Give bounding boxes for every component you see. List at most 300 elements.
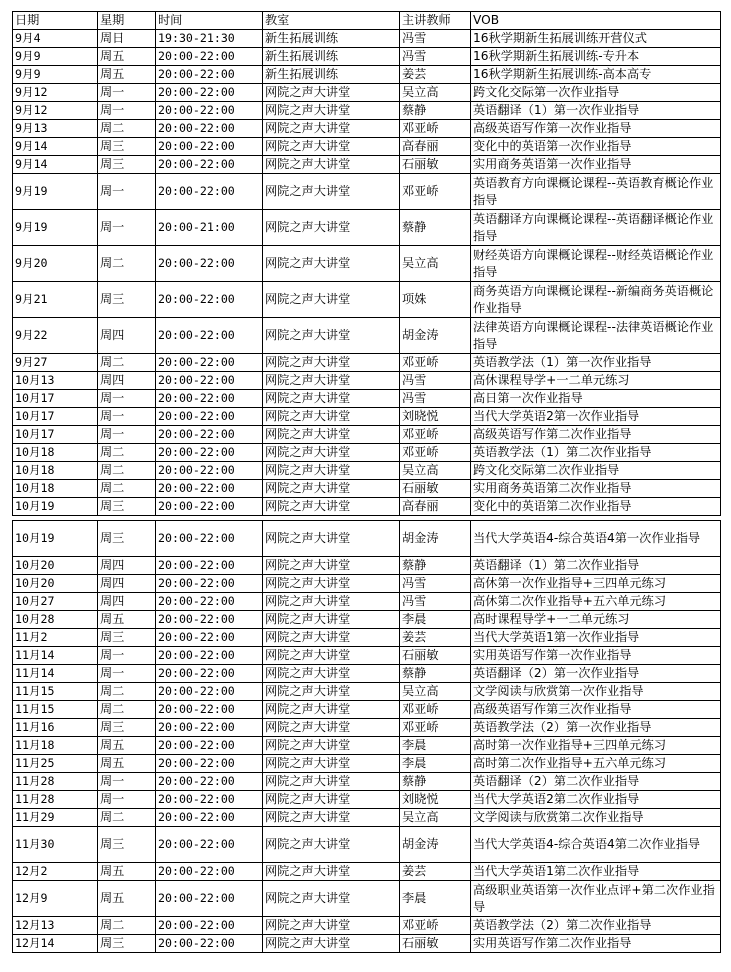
cell-time: 20:00-22:00 — [156, 120, 263, 138]
cell-vob: 实用英语写作第一次作业指导 — [471, 647, 721, 665]
cell-date: 10月27 — [13, 593, 98, 611]
cell-room: 网院之声大讲堂 — [263, 84, 400, 102]
cell-time: 20:00-22:00 — [156, 390, 263, 408]
cell-weekday: 周二 — [98, 120, 156, 138]
table-row — [13, 120, 721, 138]
cell-room: 网院之声大讲堂 — [263, 408, 400, 426]
cell-date: 11月25 — [13, 755, 98, 773]
cell-room: 网院之声大讲堂 — [263, 138, 400, 156]
cell-teacher: 冯雪 — [400, 372, 471, 390]
cell-vob: 高级英语写作第一次作业指导 — [471, 120, 721, 138]
cell-room: 网院之声大讲堂 — [263, 863, 400, 881]
cell-date: 11月29 — [13, 809, 98, 827]
cell-teacher: 李晨 — [400, 881, 471, 917]
table-row — [13, 30, 721, 48]
cell-weekday: 周一 — [98, 390, 156, 408]
cell-room: 网院之声大讲堂 — [263, 701, 400, 719]
cell-teacher: 邓亚峤 — [400, 426, 471, 444]
cell-date: 11月15 — [13, 683, 98, 701]
cell-vob: 高级英语写作第三次作业指导 — [471, 701, 721, 719]
cell-teacher: 石丽敏 — [400, 480, 471, 498]
cell-teacher: 石丽敏 — [400, 935, 471, 953]
cell-time: 20:00-22:00 — [156, 683, 263, 701]
cell-date: 9月12 — [13, 84, 98, 102]
cell-weekday: 周三 — [98, 138, 156, 156]
cell-vob: 法律英语方向课概论课程--法律英语概论作业指导 — [471, 318, 721, 354]
cell-weekday: 周二 — [98, 246, 156, 282]
cell-weekday: 周二 — [98, 480, 156, 498]
cell-vob: 文学阅读与欣赏第二次作业指导 — [471, 809, 721, 827]
header-row — [13, 12, 721, 30]
cell-date: 9月14 — [13, 138, 98, 156]
cell-vob: 财经英语方向课概论课程--财经英语概论作业指导 — [471, 246, 721, 282]
cell-teacher: 蔡静 — [400, 773, 471, 791]
cell-teacher: 吴立高 — [400, 84, 471, 102]
cell-date: 9月19 — [13, 210, 98, 246]
cell-room: 网院之声大讲堂 — [263, 791, 400, 809]
cell-teacher: 邓亚峤 — [400, 174, 471, 210]
cell-weekday: 周五 — [98, 755, 156, 773]
cell-date: 9月19 — [13, 174, 98, 210]
cell-date: 10月28 — [13, 611, 98, 629]
cell-room: 网院之声大讲堂 — [263, 629, 400, 647]
cell-time: 20:00-22:00 — [156, 611, 263, 629]
cell-vob: 英语教育方向课概论课程--英语教育概论作业指导 — [471, 174, 721, 210]
table-row — [13, 863, 721, 881]
schedule-table — [12, 11, 721, 953]
cell-vob: 当代大学英语2第一次作业指导 — [471, 408, 721, 426]
cell-teacher: 冯雪 — [400, 575, 471, 593]
cell-weekday: 周一 — [98, 665, 156, 683]
cell-vob: 当代大学英语4-综合英语4第二次作业指导 — [471, 827, 721, 863]
header-weekday: 星期 — [98, 12, 156, 30]
cell-teacher: 石丽敏 — [400, 156, 471, 174]
cell-room: 网院之声大讲堂 — [263, 719, 400, 737]
cell-weekday: 周日 — [98, 30, 156, 48]
cell-weekday: 周二 — [98, 701, 156, 719]
cell-vob: 16秋学期新生拓展训练-专升本 — [471, 48, 721, 66]
cell-vob: 高级职业英语第一次作业点评+第二次作业指导 — [471, 881, 721, 917]
cell-teacher: 刘晓悦 — [400, 408, 471, 426]
cell-weekday: 周五 — [98, 863, 156, 881]
cell-teacher: 胡金涛 — [400, 318, 471, 354]
cell-room: 新生拓展训练 — [263, 66, 400, 84]
cell-room: 网院之声大讲堂 — [263, 174, 400, 210]
table-row — [13, 102, 721, 120]
cell-time: 20:00-22:00 — [156, 156, 263, 174]
table-row — [13, 498, 721, 516]
cell-room: 网院之声大讲堂 — [263, 462, 400, 480]
cell-vob: 英语翻译（2）第二次作业指导 — [471, 773, 721, 791]
cell-teacher: 姜芸 — [400, 66, 471, 84]
cell-vob: 当代大学英语1第一次作业指导 — [471, 629, 721, 647]
table-row — [13, 935, 721, 953]
cell-teacher: 高春丽 — [400, 138, 471, 156]
cell-weekday: 周四 — [98, 318, 156, 354]
cell-teacher: 吴立高 — [400, 683, 471, 701]
table-row — [13, 372, 721, 390]
cell-teacher: 李晨 — [400, 737, 471, 755]
cell-time: 20:00-22:00 — [156, 84, 263, 102]
cell-time: 20:00-21:00 — [156, 210, 263, 246]
cell-room: 网院之声大讲堂 — [263, 521, 400, 557]
cell-weekday: 周二 — [98, 809, 156, 827]
table-row — [13, 318, 721, 354]
cell-date: 10月13 — [13, 372, 98, 390]
header-time: 时间 — [156, 12, 263, 30]
cell-weekday: 周五 — [98, 881, 156, 917]
cell-time: 20:00-22:00 — [156, 917, 263, 935]
cell-date: 11月16 — [13, 719, 98, 737]
cell-teacher: 高春丽 — [400, 498, 471, 516]
cell-weekday: 周一 — [98, 210, 156, 246]
cell-time: 20:00-22:00 — [156, 426, 263, 444]
cell-time: 20:00-22:00 — [156, 827, 263, 863]
table-row — [13, 773, 721, 791]
table-row — [13, 647, 721, 665]
cell-weekday: 周四 — [98, 372, 156, 390]
cell-weekday: 周一 — [98, 174, 156, 210]
cell-time: 20:00-22:00 — [156, 480, 263, 498]
cell-date: 9月9 — [13, 48, 98, 66]
table-row — [13, 665, 721, 683]
cell-date: 11月15 — [13, 701, 98, 719]
cell-weekday: 周五 — [98, 611, 156, 629]
cell-date: 10月18 — [13, 480, 98, 498]
cell-time: 20:00-22:00 — [156, 773, 263, 791]
cell-weekday: 周四 — [98, 593, 156, 611]
cell-date: 11月28 — [13, 773, 98, 791]
table-row — [13, 156, 721, 174]
table-row — [13, 701, 721, 719]
cell-teacher: 邓亚峤 — [400, 444, 471, 462]
cell-time: 20:00-22:00 — [156, 665, 263, 683]
cell-room: 网院之声大讲堂 — [263, 120, 400, 138]
cell-vob: 实用英语写作第二次作业指导 — [471, 935, 721, 953]
cell-weekday: 周一 — [98, 102, 156, 120]
cell-time: 20:00-22:00 — [156, 881, 263, 917]
cell-teacher: 冯雪 — [400, 48, 471, 66]
table-row — [13, 917, 721, 935]
cell-room: 网院之声大讲堂 — [263, 318, 400, 354]
table-row — [13, 881, 721, 917]
cell-weekday: 周一 — [98, 426, 156, 444]
cell-time: 20:00-22:00 — [156, 791, 263, 809]
cell-date: 9月12 — [13, 102, 98, 120]
cell-vob: 实用商务英语第一次作业指导 — [471, 156, 721, 174]
cell-teacher: 邓亚峤 — [400, 719, 471, 737]
table-row — [13, 444, 721, 462]
cell-vob: 当代大学英语4-综合英语4第一次作业指导 — [471, 521, 721, 557]
cell-weekday: 周三 — [98, 282, 156, 318]
cell-room: 网院之声大讲堂 — [263, 665, 400, 683]
cell-vob: 英语教学法（2）第一次作业指导 — [471, 719, 721, 737]
table-row — [13, 66, 721, 84]
table-row — [13, 593, 721, 611]
cell-teacher: 吴立高 — [400, 246, 471, 282]
cell-date: 12月13 — [13, 917, 98, 935]
table-row — [13, 246, 721, 282]
cell-vob: 英语教学法（2）第二次作业指导 — [471, 917, 721, 935]
cell-vob: 文学阅读与欣赏第一次作业指导 — [471, 683, 721, 701]
cell-room: 网院之声大讲堂 — [263, 210, 400, 246]
cell-weekday: 周三 — [98, 629, 156, 647]
cell-teacher: 李晨 — [400, 611, 471, 629]
cell-time: 20:00-22:00 — [156, 444, 263, 462]
cell-weekday: 周一 — [98, 408, 156, 426]
table-row — [13, 408, 721, 426]
cell-teacher: 吴立高 — [400, 462, 471, 480]
cell-date: 9月27 — [13, 354, 98, 372]
cell-room: 网院之声大讲堂 — [263, 575, 400, 593]
cell-room: 网院之声大讲堂 — [263, 426, 400, 444]
cell-time: 20:00-22:00 — [156, 737, 263, 755]
cell-room: 网院之声大讲堂 — [263, 282, 400, 318]
cell-room: 网院之声大讲堂 — [263, 827, 400, 863]
cell-room: 网院之声大讲堂 — [263, 809, 400, 827]
cell-date: 11月14 — [13, 665, 98, 683]
cell-date: 9月20 — [13, 246, 98, 282]
table-row — [13, 354, 721, 372]
table-row — [13, 282, 721, 318]
cell-teacher: 蔡静 — [400, 210, 471, 246]
cell-date: 11月30 — [13, 827, 98, 863]
table-row — [13, 138, 721, 156]
cell-teacher: 刘晓悦 — [400, 791, 471, 809]
cell-room: 网院之声大讲堂 — [263, 498, 400, 516]
cell-weekday: 周一 — [98, 791, 156, 809]
cell-weekday: 周一 — [98, 773, 156, 791]
cell-time: 19:30-21:30 — [156, 30, 263, 48]
cell-teacher: 姜芸 — [400, 863, 471, 881]
cell-weekday: 周三 — [98, 156, 156, 174]
cell-vob: 英语翻译方向课概论课程--英语翻译概论作业指导 — [471, 210, 721, 246]
cell-date: 10月17 — [13, 390, 98, 408]
cell-vob: 16秋学期新生拓展训练-高本高专 — [471, 66, 721, 84]
cell-weekday: 周二 — [98, 354, 156, 372]
cell-vob: 当代大学英语1第二次作业指导 — [471, 863, 721, 881]
table-row — [13, 521, 721, 557]
cell-teacher: 蔡静 — [400, 665, 471, 683]
cell-teacher: 胡金涛 — [400, 827, 471, 863]
cell-time: 20:00-22:00 — [156, 521, 263, 557]
table-row — [13, 737, 721, 755]
cell-time: 20:00-22:00 — [156, 809, 263, 827]
cell-time: 20:00-22:00 — [156, 66, 263, 84]
cell-room: 网院之声大讲堂 — [263, 773, 400, 791]
cell-weekday: 周二 — [98, 683, 156, 701]
cell-time: 20:00-22:00 — [156, 863, 263, 881]
cell-vob: 当代大学英语2第二次作业指导 — [471, 791, 721, 809]
cell-teacher: 邓亚峤 — [400, 354, 471, 372]
cell-time: 20:00-22:00 — [156, 755, 263, 773]
cell-time: 20:00-22:00 — [156, 498, 263, 516]
cell-teacher: 吴立高 — [400, 809, 471, 827]
cell-time: 20:00-22:00 — [156, 282, 263, 318]
cell-vob: 跨文化交际第一次作业指导 — [471, 84, 721, 102]
cell-room: 网院之声大讲堂 — [263, 917, 400, 935]
table-row — [13, 390, 721, 408]
cell-date: 12月2 — [13, 863, 98, 881]
cell-weekday: 周三 — [98, 935, 156, 953]
cell-teacher: 邓亚峤 — [400, 701, 471, 719]
cell-time: 20:00-22:00 — [156, 593, 263, 611]
cell-vob: 变化中的英语第二次作业指导 — [471, 498, 721, 516]
cell-teacher: 冯雪 — [400, 593, 471, 611]
cell-date: 10月20 — [13, 575, 98, 593]
cell-date: 12月14 — [13, 935, 98, 953]
cell-room: 新生拓展训练 — [263, 48, 400, 66]
cell-date: 12月9 — [13, 881, 98, 917]
cell-date: 10月17 — [13, 426, 98, 444]
cell-vob: 高休第一次作业指导+三四单元练习 — [471, 575, 721, 593]
cell-weekday: 周四 — [98, 575, 156, 593]
cell-vob: 16秋学期新生拓展训练开营仪式 — [471, 30, 721, 48]
cell-time: 20:00-22:00 — [156, 629, 263, 647]
cell-date: 9月4 — [13, 30, 98, 48]
table-row — [13, 629, 721, 647]
cell-room: 网院之声大讲堂 — [263, 611, 400, 629]
cell-room: 网院之声大讲堂 — [263, 593, 400, 611]
cell-date: 10月19 — [13, 521, 98, 557]
table-row — [13, 791, 721, 809]
cell-weekday: 周二 — [98, 917, 156, 935]
cell-date: 10月20 — [13, 557, 98, 575]
cell-time: 20:00-22:00 — [156, 935, 263, 953]
cell-weekday: 周三 — [98, 719, 156, 737]
cell-vob: 英语翻译（1）第一次作业指导 — [471, 102, 721, 120]
schedule-body — [13, 30, 721, 953]
cell-room: 网院之声大讲堂 — [263, 647, 400, 665]
cell-vob: 高日第一次作业指导 — [471, 390, 721, 408]
header-teacher: 主讲教师 — [400, 12, 471, 30]
cell-weekday: 周三 — [98, 827, 156, 863]
cell-teacher: 冯雪 — [400, 30, 471, 48]
cell-weekday: 周五 — [98, 737, 156, 755]
cell-teacher: 邓亚峤 — [400, 917, 471, 935]
cell-room: 网院之声大讲堂 — [263, 683, 400, 701]
cell-time: 20:00-22:00 — [156, 102, 263, 120]
cell-time: 20:00-22:00 — [156, 138, 263, 156]
cell-time: 20:00-22:00 — [156, 246, 263, 282]
cell-vob: 英语翻译（2）第一次作业指导 — [471, 665, 721, 683]
cell-weekday: 周二 — [98, 462, 156, 480]
table-row — [13, 575, 721, 593]
cell-date: 10月17 — [13, 408, 98, 426]
cell-room: 网院之声大讲堂 — [263, 737, 400, 755]
cell-teacher: 胡金涛 — [400, 521, 471, 557]
cell-vob: 跨文化交际第二次作业指导 — [471, 462, 721, 480]
table-row — [13, 426, 721, 444]
table-row — [13, 683, 721, 701]
cell-room: 网院之声大讲堂 — [263, 354, 400, 372]
cell-vob: 英语教学法（1）第一次作业指导 — [471, 354, 721, 372]
cell-room: 网院之声大讲堂 — [263, 390, 400, 408]
cell-weekday: 周三 — [98, 521, 156, 557]
table-row — [13, 210, 721, 246]
cell-vob: 高级英语写作第二次作业指导 — [471, 426, 721, 444]
cell-weekday: 周三 — [98, 498, 156, 516]
cell-date: 9月9 — [13, 66, 98, 84]
table-row — [13, 84, 721, 102]
cell-date: 10月18 — [13, 462, 98, 480]
table-row — [13, 719, 721, 737]
cell-vob: 变化中的英语第一次作业指导 — [471, 138, 721, 156]
cell-teacher: 项姝 — [400, 282, 471, 318]
cell-room: 网院之声大讲堂 — [263, 156, 400, 174]
cell-teacher: 蔡静 — [400, 557, 471, 575]
cell-room: 网院之声大讲堂 — [263, 557, 400, 575]
cell-room: 网院之声大讲堂 — [263, 246, 400, 282]
cell-vob: 高时第一次作业指导+三四单元练习 — [471, 737, 721, 755]
cell-date: 11月14 — [13, 647, 98, 665]
cell-date: 11月2 — [13, 629, 98, 647]
header-date: 日期 — [13, 12, 98, 30]
cell-teacher: 姜芸 — [400, 629, 471, 647]
cell-time: 20:00-22:00 — [156, 48, 263, 66]
cell-vob: 高时课程导学+一二单元练习 — [471, 611, 721, 629]
cell-room: 新生拓展训练 — [263, 30, 400, 48]
cell-weekday: 周五 — [98, 66, 156, 84]
cell-date: 9月14 — [13, 156, 98, 174]
cell-weekday: 周二 — [98, 444, 156, 462]
cell-time: 20:00-22:00 — [156, 701, 263, 719]
cell-time: 20:00-22:00 — [156, 719, 263, 737]
cell-teacher: 冯雪 — [400, 390, 471, 408]
cell-time: 20:00-22:00 — [156, 557, 263, 575]
table-row — [13, 557, 721, 575]
header-vob: VOB — [471, 12, 721, 30]
cell-time: 20:00-22:00 — [156, 354, 263, 372]
cell-date: 10月19 — [13, 498, 98, 516]
cell-time: 20:00-22:00 — [156, 462, 263, 480]
cell-weekday: 周五 — [98, 48, 156, 66]
cell-weekday: 周四 — [98, 557, 156, 575]
cell-vob: 高休课程导学+一二单元练习 — [471, 372, 721, 390]
cell-room: 网院之声大讲堂 — [263, 444, 400, 462]
cell-date: 9月22 — [13, 318, 98, 354]
cell-time: 20:00-22:00 — [156, 575, 263, 593]
cell-date: 10月18 — [13, 444, 98, 462]
cell-room: 网院之声大讲堂 — [263, 102, 400, 120]
table-row — [13, 174, 721, 210]
cell-time: 20:00-22:00 — [156, 647, 263, 665]
cell-teacher: 邓亚峤 — [400, 120, 471, 138]
cell-teacher: 蔡静 — [400, 102, 471, 120]
table-row — [13, 462, 721, 480]
table-row — [13, 809, 721, 827]
cell-vob: 高休第二次作业指导+五六单元练习 — [471, 593, 721, 611]
cell-date: 11月28 — [13, 791, 98, 809]
cell-time: 20:00-22:00 — [156, 174, 263, 210]
cell-teacher: 石丽敏 — [400, 647, 471, 665]
cell-time: 20:00-22:00 — [156, 372, 263, 390]
cell-vob: 英语教学法（1）第二次作业指导 — [471, 444, 721, 462]
cell-vob: 英语翻译（1）第二次作业指导 — [471, 557, 721, 575]
cell-vob: 高时第二次作业指导+五六单元练习 — [471, 755, 721, 773]
cell-date: 9月13 — [13, 120, 98, 138]
cell-room: 网院之声大讲堂 — [263, 480, 400, 498]
cell-room: 网院之声大讲堂 — [263, 372, 400, 390]
header-room: 教室 — [263, 12, 400, 30]
cell-weekday: 周一 — [98, 647, 156, 665]
table-row — [13, 480, 721, 498]
cell-room: 网院之声大讲堂 — [263, 755, 400, 773]
cell-vob: 商务英语方向课概论课程--新编商务英语概论作业指导 — [471, 282, 721, 318]
cell-date: 11月18 — [13, 737, 98, 755]
cell-room: 网院之声大讲堂 — [263, 935, 400, 953]
cell-weekday: 周一 — [98, 84, 156, 102]
